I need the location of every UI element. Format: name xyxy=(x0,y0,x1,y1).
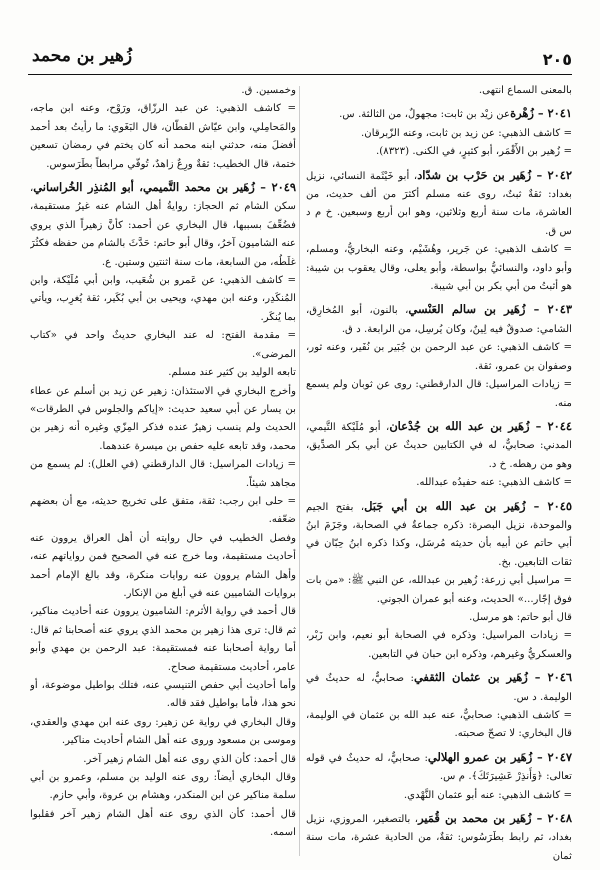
entry-paragraph xyxy=(306,809,572,862)
text-paragraph: = زيادات المراسيل: وذكره في الصحابة أبو نعيم، وابن زَبْر، والعسكريُّ وغيرهم، وذكره ابن حبان في التابعين. xyxy=(306,630,572,660)
text-paragraph: وخمسين. ق. xyxy=(241,85,296,96)
text-paragraph: = مقدمة الفتح: له عند البخاري حديثٌ واحد في «كتاب المرضى». xyxy=(30,330,296,360)
text-paragraph: = حلى ابن رجب: ثقة، متفق على تخريج حديثه، مع أن بعضهم ضعّفه. xyxy=(30,495,296,526)
entry-paragraph xyxy=(306,668,572,707)
header-rule xyxy=(28,74,572,75)
left-column xyxy=(30,82,296,862)
entry-paragraph xyxy=(306,300,572,339)
entry-paragraph xyxy=(306,166,572,242)
text-paragraph: بالمعنى السماع انتهى. xyxy=(478,85,572,96)
text-paragraph: وفصل الخطيب في حال روايته أن أهل العراق يروون عنه أحاديث مستقيمة، وما خرج عنه في الصحيح فمن رواياتهم عنه، وأهل الشام يروون عنه روايات منكرة، وقد بالغ الإمام أحمد بروايات الشاميين عنه في أبلغ من الإنكار. xyxy=(30,532,296,599)
entry-text: ، أبو خَيْثَمة النسائي، نزيل بغداد: ثقةٌ ثبتٌ، روى عنه مسلم أكثرَ من ألف حديث، من العاشرة، مات سنة أربع وثلاثين، وهو ابن أربع وسبعين. خ م د س ق. xyxy=(306,170,572,237)
text-paragraph: = كاشف الذهبي: عن جَرير، وهُشَيْم، وعنه البخاريُّ، ومسلم، وأبو داود، والنسائيُّ بواسطة، وأبو يعلى، وقال يعقوب بن شيبة: هو أثبتُ من أبي بكر بن أبي شيبة. xyxy=(306,244,572,293)
entry-heading: ٢٠٤٨ – زُهَير بن محمد بن قُمَير xyxy=(418,811,572,826)
page-header xyxy=(32,44,572,74)
text-paragraph: قال أحمد: كأن الذي روى عنه أهل الشام زهير آخر. xyxy=(83,753,296,765)
text-paragraph: = كاشف الذهبي: عنه أبو عثمان النَّهْدي. xyxy=(403,789,572,801)
right-column xyxy=(306,82,572,862)
text-paragraph: = كاشف الذهبي: صحابيٌّ، عنه عبد الله بن عثمان في الوليمة، قال البخاري: لا تصحّ صحبته. xyxy=(306,710,572,740)
entry-heading: ٢٠٤٤ – زُهَير بن عبد الله بن جُدْعان xyxy=(389,418,572,433)
entry-heading: ٢٠٤٥ – زُهَير بن عبد الله بن أبي جَبَل xyxy=(364,498,572,513)
page-number: ٢٠٥ xyxy=(542,50,572,69)
entry-text: ، بفتح الجيم والموحدة، نزيل البصرة: ذكره جماعةٌ في الصحابة، وجَزَمَ ابنُ أبي حاتم عن أبيه بأن حديثه مُرسَل، وكذا ذكره ابنُ حِبّان في ثقات التابعين. بخ. xyxy=(306,501,572,568)
entry-heading: ٢٠٤١ – زُهْرة xyxy=(510,106,572,121)
entry-paragraph xyxy=(30,178,296,272)
text-paragraph: = زُهير بن الأَقْمَر، أبو كثيرٍ، في الكنى. (٨٣٢٣). xyxy=(376,146,572,158)
text-paragraph: قال أحمد في رواية الأثرم: الشاميون يروون عنه أحاديث مناكير، ثم قال: ترى هذا زهير بن محمد الذي يروي عنه أصحابنا ثم قال: أما رواية أصحابنا عنه فمستقيمة: عبد الرحمن بن مهدي وأبو عامر، أحاديث مستقيمة صحاح. xyxy=(30,606,296,673)
text-paragraph: وأما أحاديث أبي حفص التنيسي عنه، فتلك بواطيل موضوعة، أو نحو هذا، فأما بواطيل فقد قاله. xyxy=(30,680,296,710)
entry-heading: ٢٠٤٦ – زُهَير بن عثمان الثقفي xyxy=(413,670,572,685)
text-paragraph: = كاشف الذهبي: عن عبد الرحمن بن جُبَير بن نُفَير، وعنه ثور، وصفوان بن عمرو، ثقة. xyxy=(306,342,572,372)
text-paragraph: وقال البخاري أيضاً: روى عنه الوليد بن مسلم، وعمرو بن أبي سلمة مناكير عن ابن المنكدر، وهشام بن عروة، وأبي حازم. xyxy=(30,772,296,802)
text-paragraph: = كاشف الذهبي: عن زيد بن ثابت، وعنه الزّبرقان. xyxy=(361,127,572,139)
text-paragraph: تابعه الوليد بن كثير عند مسلم. xyxy=(168,367,296,379)
entry-heading: ٢٠٤٧ – زُهَير بن عمرو الهلالي xyxy=(427,749,572,764)
entry-text: : صحابيٌّ، له حديثٌ في قوله تعالى: ﴿وَأَنذِرْ عَشِيرَتَكَ﴾. م س. xyxy=(306,752,572,783)
entry-text: : صحابيٌّ، له حديثٌ في الوليمة. د س. xyxy=(306,673,572,703)
text-paragraph: = مراسيل أبي زرعة: زُهير بن عبدالله، عن النبي ﷺ: «من بات فوق إجّار...» الحديث، وعنه أبو عمران الجوني. xyxy=(306,575,572,605)
entry-text: ، أبو مُلَيْكة التَّيمي، المدني: صحابيٌّ، له في الكتابين حديثٌ عن أبي بكر الصدِّيق، وهو من رهطه. خ د. xyxy=(306,421,572,470)
text-paragraph: قال أبو حاتم: هو مرسل. xyxy=(469,611,572,623)
text-paragraph: وأخرج البخاري في الاستئذان: زهير عن زيد بن أسلم عن عطاء بن يسار عن أبي سعيد حديث: «إياكم والجلوس في الطرقات» الحديث ولم ينسب زهيرٌ عنده فذكر المِزّي وغيره أنه زهير بن محمد، وقد تابعه عليه حفص بن ميسرة عندهما. xyxy=(30,385,296,452)
text-paragraph: قال أحمد: كأن الذي روى عنه أهل الشام زهير آخر فقلبوا اسمه. xyxy=(30,808,296,839)
entry-paragraph xyxy=(306,417,572,474)
text-paragraph: = كاشف الذهبي: عن عَمرو بن شُعَيب، وابن أبي مُلَيْكة، وابن المُنكَدِر، وعنه ابن مهدي، ويحيى بن أبي بُكَير، ثقة يُغرِب، ويأتي بما يُنكَر. xyxy=(30,275,296,323)
entry-heading: ٢٠٤٣ – زُهَير بن سالم العَنْسي xyxy=(408,302,572,317)
entry-paragraph xyxy=(306,497,572,573)
entry-text: عن زيْد بن ثابت: مجهولٌ، من الثالثة. س. xyxy=(339,109,511,121)
running-head: زُهير بن محمد xyxy=(32,46,133,66)
text-paragraph: = كاشف الذهبي: عن عبد الرزّاق، ورَوْح، وعنه ابن ماجه، والمَحامِلي، وابن عيّاش القطّان، قال البَغَوي: ما رأيتُ بعد أحمد أفضلَ منه، حدثني ابنه محمد أنه كان يختم في رمضان تسعين ختمة، قال الخطيب: ثقةٌ ورِعٌ زاهدٌ، تُوفّي مرابطاً بطَرَسوس. xyxy=(30,103,296,170)
text-paragraph: = زيادات المراسيل: قال الدارقطني: روى عن ثوبان ولم يسمع منه. xyxy=(306,379,572,409)
text-paragraph: = كاشف الذهبي: عنه حفيدُه عبدالله. xyxy=(416,477,572,489)
entry-text: ، بالتصغير، المروزي، نزيل بغداد، ثم رابط بطَرَسُوس: ثقةٌ، من الحادية عشرة، مات سنة ثمان xyxy=(306,814,572,862)
entry-heading: ٢٠٤٢ – زُهَير بن حَرْب بن شدّاد xyxy=(417,167,572,182)
entry-text: ، سكن الشام ثم الحجاز: روايةُ أهل الشام عنه غيرُ مستقيمة، فضُعِّفَ بسببها، قال البخاري عن أحمد: كأنَّ زهيراً الذي يروي عنه الشاميون آخرُ، وقال أبو حاتم: حَدَّثَ بالشام من حفظه فكثُرَ غلَطُه، من السابعة، مات سنة اثنتين وستين. ع. xyxy=(30,183,296,268)
entry-paragraph xyxy=(306,748,572,787)
text-paragraph: = زيادات المراسيل: قال الدارقطني (في العلل): لم يسمع من مجاهد شيئاً. xyxy=(30,459,296,489)
entry-heading: ٢٠٤٩ – زُهَير بن محمد التَّميمي، أبو المُنذِر الخُراساني xyxy=(33,180,296,195)
entry-text: ، بالنون، أبو المُخارِق، الشامي: صدوقٌ فيه لِينٌ، وكان يُرسِل، من الرابعة. د ق. xyxy=(306,305,572,335)
column-divider xyxy=(299,86,300,856)
entry-paragraph xyxy=(306,104,572,124)
text-paragraph: وقال البخاري في رواية عن زهير: روى عنه ابن مهدي والعقدي، وموسى بن مسعود وروى عنه أهل الشام أحاديث مناكير. xyxy=(30,716,296,747)
